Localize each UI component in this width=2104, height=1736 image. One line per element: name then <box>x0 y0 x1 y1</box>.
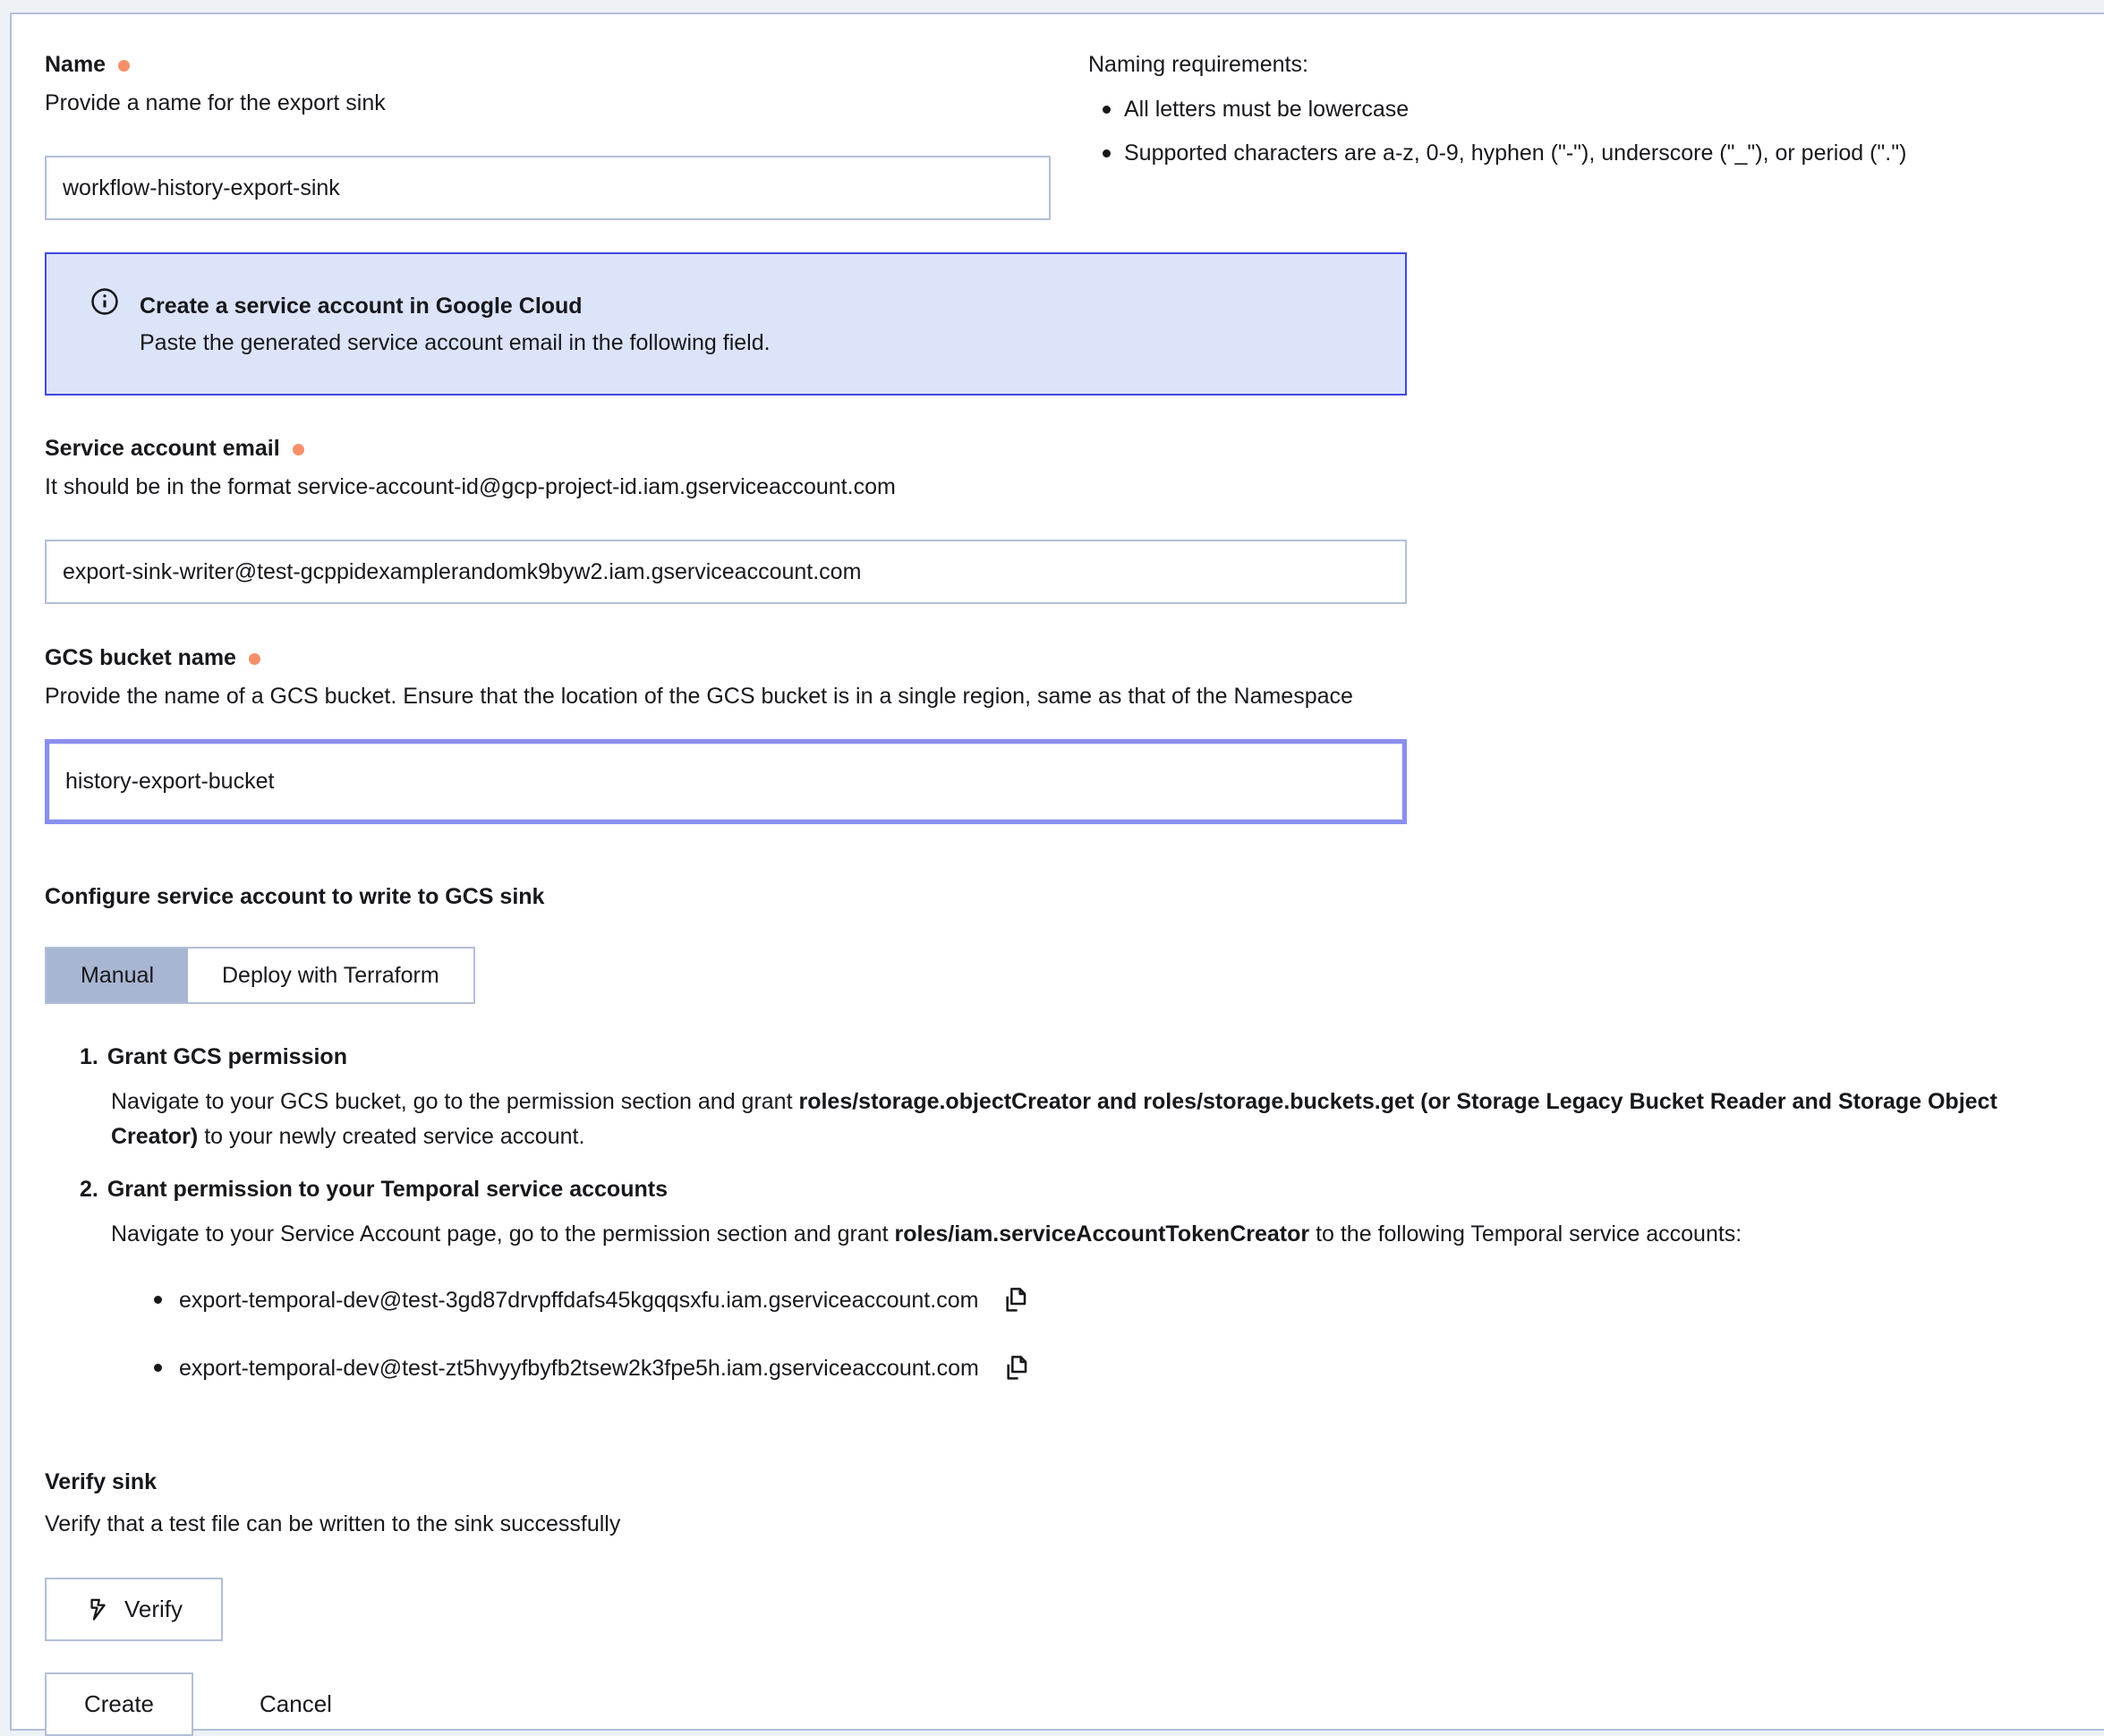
step-body-text: Navigate to your Service Account page, go to the permission section and grant <box>111 1221 895 1247</box>
gcs-bucket-name-description: Provide the name of a GCS bucket. Ensure that the location of the GCS bucket is in a single region, same as that of the Namespace <box>45 684 1353 709</box>
configure-tabs <box>45 947 475 1004</box>
required-dot <box>249 653 260 665</box>
lightning-icon <box>85 1597 110 1622</box>
gcs-bucket-name-input[interactable] <box>45 739 1407 824</box>
verify-sink-description: Verify that a test file can be written to the sink successfully <box>45 1511 621 1536</box>
required-dot <box>118 60 130 72</box>
step-body-text: to your newly created service account. <box>198 1124 585 1149</box>
step-title: Grant GCS permission <box>106 1044 347 1069</box>
configure-section-title: Configure service account to write to GCS sink <box>45 884 545 909</box>
service-account-email-label: Service account email <box>45 436 280 461</box>
temporal-account-item <box>143 1352 2093 1384</box>
step-body-text: to the following Temporal service accounts: <box>1309 1221 1742 1247</box>
manual-steps <box>45 1042 2093 1384</box>
step-body <box>45 1217 2093 1252</box>
name-description: Provide a name for the export sink <box>45 90 386 115</box>
name-label: Name <box>45 52 106 77</box>
step-grant-gcs-permission <box>45 1042 2093 1154</box>
step-title: Grant permission to your Temporal service accounts <box>106 1177 668 1202</box>
naming-requirement-item: All letters must be lowercase <box>1088 94 2093 124</box>
step-body-text: Navigate to your GCS bucket, go to the permission section and grant <box>111 1089 799 1114</box>
info-icon <box>89 286 120 317</box>
tab-manual[interactable]: Manual <box>47 949 188 1002</box>
service-account-email-input[interactable] <box>45 540 1407 604</box>
verify-sink-title: Verify sink <box>45 1469 158 1494</box>
copy-button[interactable] <box>1000 1284 1032 1316</box>
step-body-bold: roles/storage.objectCreator and roles/storage.buckets.get (or Storage Legacy Bucket Reader and Storage Object Creator) <box>111 1089 1998 1149</box>
service-account-email-description: It should be in the format service-account-id@gcp-project-id.iam.gserviceaccount.com <box>45 474 896 499</box>
copy-icon <box>1001 1286 1030 1315</box>
temporal-account-email: export-temporal-dev@test-3gd87drvpffdafs45kgqqsxfu.iam.gserviceaccount.com <box>179 1288 979 1313</box>
verify-button[interactable] <box>45 1578 223 1641</box>
info-banner <box>45 252 1407 396</box>
step-body-bold: roles/iam.serviceAccountTokenCreator <box>894 1221 1310 1247</box>
temporal-account-list <box>45 1284 2093 1384</box>
gcs-bucket-name-label: GCS bucket name <box>45 645 236 670</box>
tab-deploy-terraform[interactable]: Deploy with Terraform <box>188 949 473 1002</box>
step-number: 1. <box>80 1044 98 1069</box>
info-banner-title: Create a service account in Google Cloud <box>140 293 583 319</box>
temporal-account-item <box>143 1284 2093 1316</box>
export-sink-form-panel <box>10 13 2104 1731</box>
verify-button-label: Verify <box>124 1596 183 1622</box>
temporal-account-email: export-temporal-dev@test-zt5hvyyfbyfb2tsew2k3fpe5h.iam.gserviceaccount.com <box>179 1356 979 1381</box>
step-grant-temporal-permission <box>45 1174 2093 1252</box>
cancel-button[interactable]: Cancel <box>251 1690 341 1718</box>
naming-requirement-item: Supported characters are a-z, 0-9, hyphen ("-"), underscore ("_"), or period (".") <box>1088 138 2093 168</box>
step-number: 2. <box>80 1177 98 1202</box>
step-body <box>45 1085 2093 1154</box>
name-input[interactable] <box>45 156 1051 220</box>
copy-button[interactable] <box>1001 1352 1033 1384</box>
create-button[interactable]: Create <box>45 1672 193 1736</box>
required-dot <box>293 444 304 455</box>
info-banner-body: Paste the generated service account email in the following field. <box>140 329 771 355</box>
naming-requirements-list <box>1088 94 2093 168</box>
copy-icon <box>1002 1354 1031 1383</box>
naming-requirements-title: Naming requirements: <box>1088 52 1308 77</box>
